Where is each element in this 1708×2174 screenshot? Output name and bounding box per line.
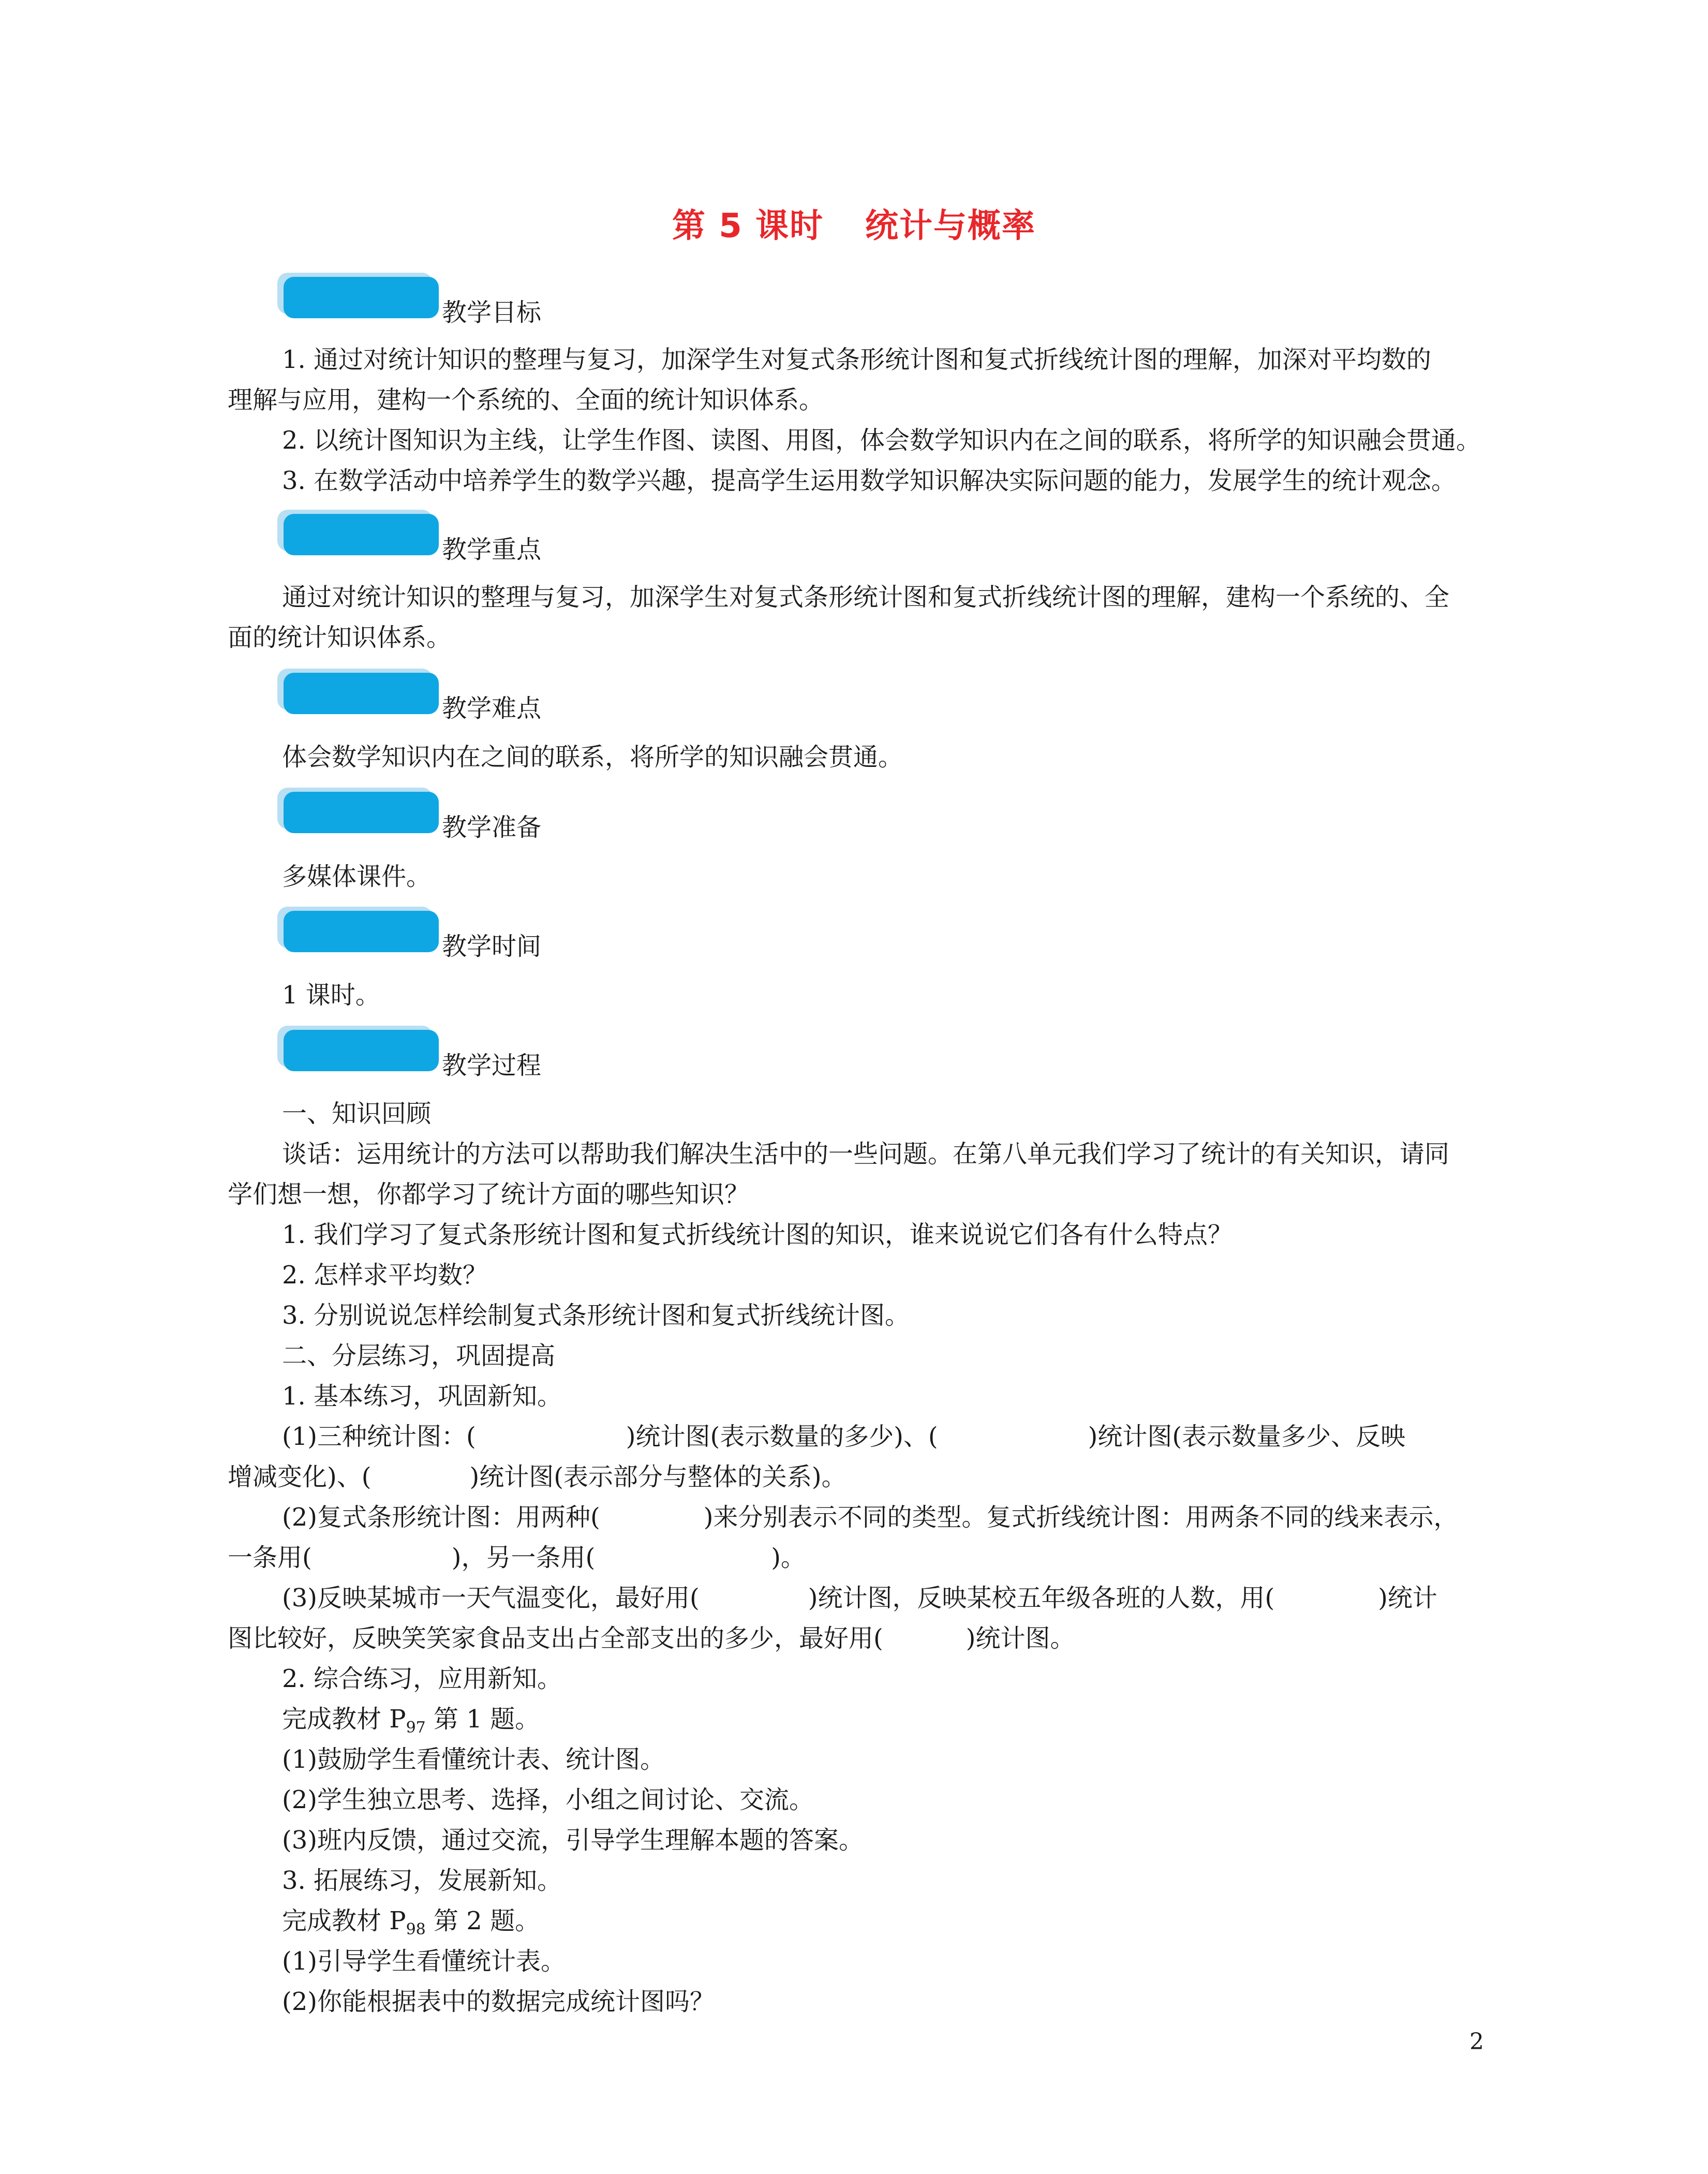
fill-1-line-1: (1)三种统计图：( )统计图(表示数量的多少)、( )统计图(表示数量多少、反映 [282, 1422, 1406, 1451]
talk-line-1: 谈话：运用统计的方法可以帮助我们解决生活中的一些问题。在第八单元我们学习了统计的有关知识，请同 [282, 1140, 1450, 1169]
exercise-2-step-1: (1)鼓励学生看懂统计表、统计图。 [282, 1745, 665, 1774]
key-line-1: 通过对统计知识的整理与复习，加深学生对复式条形统计图和复式折线统计图的理解，建构一个系统的、全 [282, 583, 1450, 612]
goal-2: 2. 以统计图知识为主线，让学生作图、读图、用图，体会数学知识内在之间的联系，将所学的知识融会贯通。 [282, 426, 1481, 455]
page-title [0, 199, 1708, 247]
section-process [284, 1030, 749, 1079]
section-label: 教学准备 [442, 813, 542, 842]
section-key [284, 514, 749, 564]
exercise-2-task: 完成教材 $P_{97}$ 第 1 题。 [282, 1705, 540, 1737]
title-lesson: 第 5 课时 [672, 207, 824, 245]
prep-text: 多媒体课件。 [282, 862, 432, 891]
exercise-3-step-2: (2)你能根据表中的数据完成统计图吗？ [282, 1987, 715, 2016]
fill-2-line-2: 一条用( )，另一条用( )。 [228, 1543, 806, 1572]
section-badge [284, 277, 439, 318]
section-label: 教学重点 [442, 535, 542, 564]
fill-3-line-2: 图比较好，反映笑笑家食品支出占全部支出的多少，最好用( )统计图。 [228, 1624, 1075, 1653]
section-label: 教学过程 [442, 1051, 542, 1080]
fill-1-line-2: 增减变化)、( )统计图(表示部分与整体的关系)。 [228, 1462, 846, 1491]
section-label: 教学难点 [442, 694, 542, 723]
title-topic: 统计与概率 [865, 207, 1036, 245]
section-time [284, 911, 749, 960]
section-badge [284, 514, 439, 555]
talk-line-2: 学们想一想，你都学习了统计方面的哪些知识？ [228, 1180, 750, 1209]
section-badge [284, 1030, 439, 1071]
exercise-2-title: 2. 综合练习，应用新知。 [282, 1664, 562, 1693]
exercise-2-step-3: (3)班内反馈，通过交流，引导学生理解本题的答案。 [282, 1826, 864, 1855]
question-1: 1. 我们学习了复式条形统计图和复式折线统计图的知识，谁来说说它们各有什么特点？ [282, 1220, 1233, 1249]
goal-3: 3. 在数学活动中培养学生的数学兴趣，提高学生运用数学知识解决实际问题的能力，发展学生的统计观念。 [282, 466, 1457, 495]
key-line-2: 面的统计知识体系。 [228, 623, 452, 652]
exercise-3-task: 完成教材 $P_{98}$ 第 2 题。 [282, 1906, 540, 1939]
difficult-text: 体会数学知识内在之间的联系，将所学的知识融会贯通。 [282, 743, 903, 772]
section-prep [284, 792, 749, 841]
section-label: 教学时间 [442, 932, 542, 961]
process-heading-1: 一、知识回顾 [282, 1099, 432, 1128]
exercise-2-step-2: (2)学生独立思考、选择，小组之间讨论、交流。 [282, 1785, 814, 1814]
page-number: 2 [1469, 2029, 1484, 2055]
section-badge [284, 673, 439, 714]
section-label: 教学目标 [442, 298, 542, 327]
section-badge [284, 911, 439, 952]
goal-1-line-1: 1. 通过对统计知识的整理与复习，加深学生对复式条形统计图和复式折线统计图的理解，加深对平均数的 [282, 345, 1432, 374]
exercise-3-title: 3. 拓展练习，发展新知。 [282, 1866, 562, 1895]
question-2: 2. 怎样求平均数？ [282, 1261, 488, 1290]
section-goals [284, 277, 749, 327]
exercise-3-step-1: (1)引导学生看懂统计表。 [282, 1947, 566, 1976]
exercise-1-title: 1. 基本练习，巩固新知。 [282, 1382, 562, 1411]
time-text: 1 课时。 [282, 981, 380, 1010]
section-difficult [284, 673, 749, 722]
process-heading-2: 二、分层练习，巩固提高 [282, 1341, 556, 1370]
fill-3-line-1: (3)反映某城市一天气温变化，最好用( )统计图，反映某校五年级各班的人数，用( )统计 [282, 1584, 1437, 1613]
section-badge [284, 792, 439, 833]
question-3: 3. 分别说说怎样绘制复式条形统计图和复式折线统计图。 [282, 1301, 910, 1330]
fill-2-line-1: (2)复式条形统计图：用两种( )来分别表示不同的类型。复式折线统计图：用两条不同的线来表示， [282, 1503, 1459, 1532]
goal-1-line-2: 理解与应用，建构一个系统的、全面的统计知识体系。 [228, 386, 824, 415]
